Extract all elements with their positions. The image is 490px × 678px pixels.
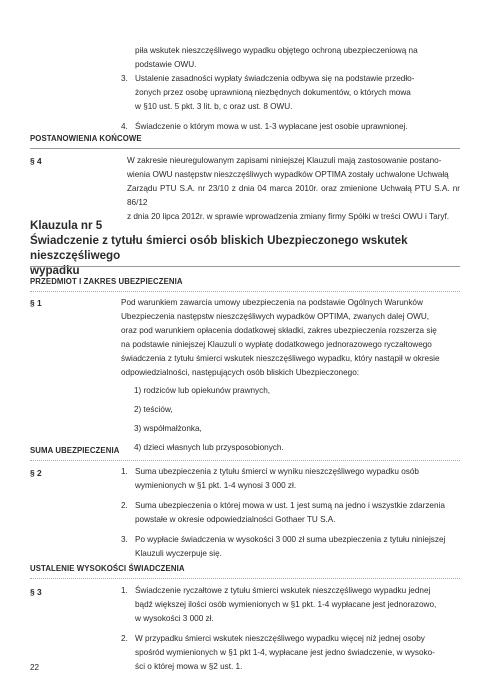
item-line: wymienionych w §1 pkt. 1-4 wynosi 3 000 zł. [135, 481, 297, 490]
list-item [121, 72, 459, 114]
persons-list [134, 384, 454, 455]
top-list [121, 72, 459, 134]
item-line: ści o której mowa w §2 ust. 1. [135, 662, 243, 671]
item-line: Suma ubezpieczenia z tytułu śmierci w wyniku nieszczęśliwego wypadku osób [135, 467, 419, 476]
item-number: 3. [121, 535, 128, 544]
item-line: Świadczenie o którym mowa w ust. 1-3 wypłacane jest osobie uprawnionej. [135, 122, 408, 131]
paragraph-line: W zakresie nieuregulowanym zapisami niniejszej Klauzuli mają zastosowanie postano- [127, 156, 442, 165]
continuation-text [135, 44, 455, 72]
list-item [121, 533, 460, 561]
paragraph-line: oraz pod warunkiem opłacenia dodatkowej składki, zakres ubezpieczenia rozszerza się [121, 326, 437, 335]
item-line: spośród wymienionych w §1 pkt 1-4, wypłacane jest jedno świadczenie, w wysoko- [135, 648, 435, 657]
item-number: 3. [121, 74, 128, 83]
list-item [121, 584, 460, 626]
item-line: Ustalenie zasadności wypłaty świadczenia odbywa się na podstawie przedło- [135, 74, 415, 83]
section-number: § 1 [30, 298, 42, 308]
item-line: Po wypłacie świadczenia w wysokości 3 000 zł suma ubezpieczenia z tytułu niniejszej [135, 535, 446, 544]
clause-subtitle: wypadku [30, 264, 80, 277]
divider [30, 266, 460, 267]
paragraph-line: świadczenia z tytułu śmierci wskutek nieszczęśliwego wypadku, który nastąpił w okresie [121, 354, 440, 363]
list-item: 2) teściów, [134, 405, 173, 414]
continuation-line: podstawie OWU. [135, 60, 197, 69]
item-number: 2. [121, 634, 128, 643]
item-number: 1. [121, 586, 128, 595]
paragraph-line: z dnia 20 lipca 2012r. w sprawie wprowadzenia zmiany firmy Spółki w treści OWU i Taryf. [127, 212, 450, 221]
section-number: § 3 [30, 587, 42, 597]
item-number: 4. [121, 122, 128, 131]
list-item: 1) rodziców lub opiekunów prawnych, [134, 386, 271, 395]
list-item: 4) dzieci własnych lub przysposobionych. [134, 443, 284, 452]
clause-number: Klauzula nr 5 [30, 219, 103, 232]
item-line: w wysokości 3 000 zł. [135, 614, 214, 623]
item-line: powstałe w okresie odpowiedzialności Gothaer TU S.A. [135, 515, 336, 524]
final-provisions-text [127, 154, 460, 224]
item-line: Klauzuli wyczerpuje się. [135, 549, 222, 558]
paragraph-line: Pod warunkiem zawarcia umowy ubezpieczenia na podstawie Ogólnych Warunków [121, 298, 423, 307]
list-item [121, 120, 459, 134]
item-line: Suma ubezpieczenia o której mowa w ust. 1 jest sumą na jedno i wszystkie zdarzenia [135, 501, 445, 510]
sum-heading: SUMA UBEZPIECZENIA [30, 446, 120, 455]
paragraph-line: Zarządu PTU S.A. nr 23/10 z dnia 04 marca 2010r. oraz zmienione Uchwałą PTU S.A. nr 86/12 [127, 184, 460, 207]
item-line: W przypadku śmierci wskutek nieszczęśliwego wypadku więcej niż jednej osoby [135, 634, 425, 643]
list-item [121, 465, 460, 493]
paragraph-line: wienia OWU następstw nieszczęśliwych wypadków OPTIMA zostały uchwalone Uchwałą [127, 170, 449, 179]
list-item: 3) współmałżonka, [134, 424, 202, 433]
subject-text [121, 296, 460, 380]
subject-heading: PRZEDMIOT I ZAKRES UBEZPIECZENIA [30, 277, 183, 286]
paragraph-line: na podstawie niniejszej Klauzuli o wypłatę dodatkowego jednorazowego ryczałtowego [121, 340, 432, 349]
item-line: Świadczenie ryczałtowe z tytułu śmierci wskutek nieszczęśliwego wypadku jednej [135, 586, 431, 595]
item-line: w §10 ust. 5 pkt. 3 lit. b, c oraz ust. 8 OWU. [135, 102, 293, 111]
item-number: 1. [121, 467, 128, 476]
list-item [121, 632, 460, 674]
clause-subtitle: Świadczenie z tytułu śmierci osób bliskich Ubezpieczonego wskutek nieszczęśliwego [30, 234, 408, 262]
continuation-line: piła wskutek nieszczęśliwego wypadku objętego ochroną ubezpieczeniową na [135, 46, 418, 55]
divider [30, 460, 460, 461]
section-number: § 2 [30, 468, 42, 478]
divider [30, 148, 460, 149]
paragraph-line: odpowiedzialności, następujących osób bliskich Ubezpieczonego: [121, 368, 360, 377]
sum-list [121, 465, 460, 561]
paragraph-line: Ubezpieczenia następstw nieszczęśliwych wypadków OPTIMA, zwanych dalej OWU, [121, 312, 430, 321]
final-provisions-heading: POSTANOWIENIA KOŃCOWE [30, 134, 142, 143]
amount-heading: USTALENIE WYSOKOŚCI ŚWIADCZENIA [30, 564, 185, 573]
item-number: 2. [121, 501, 128, 510]
item-line: bądź większej ilości osób wymienionych w §1 pkt. 1-4 wypłacane jest jednorazowo, [135, 600, 437, 609]
amount-list [121, 584, 460, 674]
section-number: § 4 [30, 156, 42, 166]
item-line: żonych przez osobę uprawnioną niezbędnych dokumentów, o których mowa [135, 88, 411, 97]
divider [30, 291, 460, 292]
clause-title [30, 218, 470, 278]
list-item [121, 499, 460, 527]
page-number: 22 [30, 663, 40, 672]
divider [30, 578, 460, 579]
